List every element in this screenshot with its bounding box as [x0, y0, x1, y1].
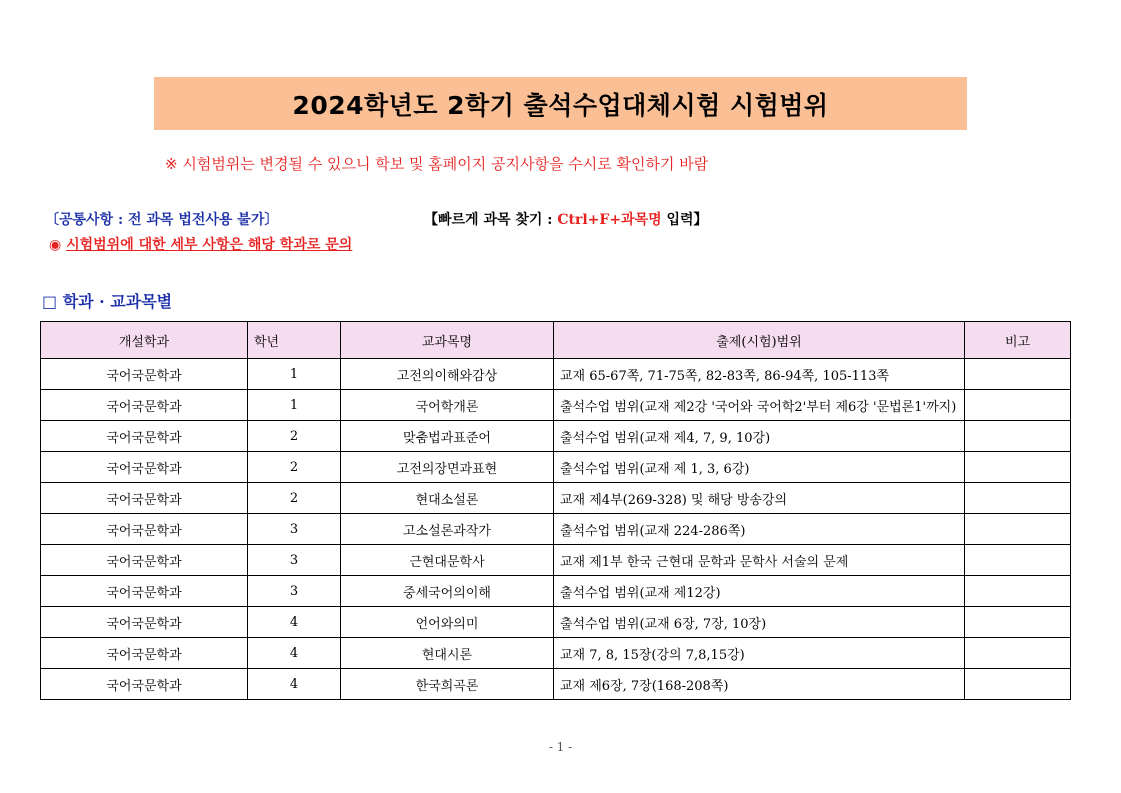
exam-range-table — [40, 321, 1071, 700]
table-row — [41, 421, 1071, 452]
cell-grade: 2 — [248, 421, 341, 452]
table-row — [41, 545, 1071, 576]
cell-range: 출석수업 범위(교재 제 1, 3, 6강) — [554, 452, 965, 483]
bullet-icon: ◉ — [49, 237, 62, 253]
table-header-row — [41, 322, 1071, 359]
cell-department: 국어국문학과 — [41, 576, 248, 607]
table-row — [41, 452, 1071, 483]
cell-grade: 3 — [248, 545, 341, 576]
cell-grade: 4 — [248, 669, 341, 700]
cell-course: 중세국어의이해 — [341, 576, 554, 607]
cell-note — [965, 607, 1071, 638]
cell-range: 출석수업 범위(교재 제4, 7, 9, 10강) — [554, 421, 965, 452]
cell-course: 고소설론과작가 — [341, 514, 554, 545]
cell-note — [965, 359, 1071, 390]
cell-department: 국어국문학과 — [41, 390, 248, 421]
cell-department: 국어국문학과 — [41, 452, 248, 483]
cell-grade: 3 — [248, 514, 341, 545]
cell-note — [965, 514, 1071, 545]
header-range: 출제(시험)범위 — [554, 322, 965, 359]
header-department: 개설학과 — [41, 322, 248, 359]
header-grade: 학년 — [248, 322, 341, 359]
cell-range: 출석수업 범위(교재 제2강 '국어와 국어학2'부터 제6강 '문법론1'까지) — [554, 390, 965, 421]
cell-department: 국어국문학과 — [41, 545, 248, 576]
cell-course: 고전의이해와감상 — [341, 359, 554, 390]
cell-grade: 2 — [248, 452, 341, 483]
table-row — [41, 669, 1071, 700]
cell-department: 국어국문학과 — [41, 421, 248, 452]
common-notice: 〔공통사항 : 전 과목 법전사용 불가〕 — [45, 212, 279, 228]
cell-course: 국어학개론 — [341, 390, 554, 421]
cell-note — [965, 421, 1071, 452]
cell-grade: 4 — [248, 607, 341, 638]
cell-course: 언어와의미 — [341, 607, 554, 638]
cell-note — [965, 452, 1071, 483]
table-row — [41, 638, 1071, 669]
cell-grade: 4 — [248, 638, 341, 669]
cell-department: 국어국문학과 — [41, 638, 248, 669]
cell-note — [965, 390, 1071, 421]
cell-course: 현대시론 — [341, 638, 554, 669]
table-row — [41, 483, 1071, 514]
cell-range: 출석수업 범위(교재 224-286쪽) — [554, 514, 965, 545]
cell-department: 국어국문학과 — [41, 483, 248, 514]
cell-range: 교재 제1부 한국 근현대 문학과 문학사 서술의 문제 — [554, 545, 965, 576]
page-number: - 1 - — [548, 740, 573, 754]
header-course: 교과목명 — [341, 322, 554, 359]
cell-course: 한국희곡론 — [341, 669, 554, 700]
page-title: 2024학년도 2학기 출석수업대체시험 시험범위 — [292, 90, 829, 120]
quick-find-suffix: 입력】 — [661, 212, 708, 228]
inquiry-notice — [49, 234, 352, 254]
table-row — [41, 359, 1071, 390]
cell-course: 근현대문학사 — [341, 545, 554, 576]
cell-note — [965, 638, 1071, 669]
cell-grade: 1 — [248, 359, 341, 390]
header-note: 비고 — [965, 322, 1071, 359]
table-row — [41, 576, 1071, 607]
quick-find-keys: Ctrl+F+과목명 — [557, 212, 662, 228]
cell-course: 고전의장면과표현 — [341, 452, 554, 483]
cell-note — [965, 669, 1071, 700]
inquiry-text: 시험범위에 대한 세부 사항은 해당 학과로 문의 — [66, 237, 353, 253]
cell-course: 현대소설론 — [341, 483, 554, 514]
cell-department: 국어국문학과 — [41, 669, 248, 700]
cell-note — [965, 576, 1071, 607]
cell-range: 교재 제4부(269-328) 및 해당 방송강의 — [554, 483, 965, 514]
cell-course: 맞춤법과표준어 — [341, 421, 554, 452]
cell-note — [965, 545, 1071, 576]
cell-range: 교재 7, 8, 15장(강의 7,8,15강) — [554, 638, 965, 669]
cell-grade: 3 — [248, 576, 341, 607]
cell-department: 국어국문학과 — [41, 607, 248, 638]
section-title: □ 학과 · 교과목별 — [42, 292, 173, 311]
table-row — [41, 390, 1071, 421]
cell-range: 교재 65-67쪽, 71-75쪽, 82-83쪽, 86-94쪽, 105-113쪽 — [554, 359, 965, 390]
cell-range: 출석수업 범위(교재 제12강) — [554, 576, 965, 607]
cell-department: 국어국문학과 — [41, 359, 248, 390]
quick-find-prefix: 【빠르게 과목 찾기 : — [424, 212, 558, 228]
cell-department: 국어국문학과 — [41, 514, 248, 545]
table-row — [41, 514, 1071, 545]
cell-grade: 2 — [248, 483, 341, 514]
title-banner — [154, 77, 967, 130]
quick-find-hint — [424, 209, 708, 229]
cell-grade: 1 — [248, 390, 341, 421]
notice-text: ※ 시험범위는 변경될 수 있으니 학보 및 홈페이지 공지사항을 수시로 확인하기 바람 — [165, 155, 709, 173]
cell-range: 교재 제6장, 7장(168-208쪽) — [554, 669, 965, 700]
cell-range: 출석수업 범위(교재 6장, 7장, 10장) — [554, 607, 965, 638]
cell-note — [965, 483, 1071, 514]
table-row — [41, 607, 1071, 638]
